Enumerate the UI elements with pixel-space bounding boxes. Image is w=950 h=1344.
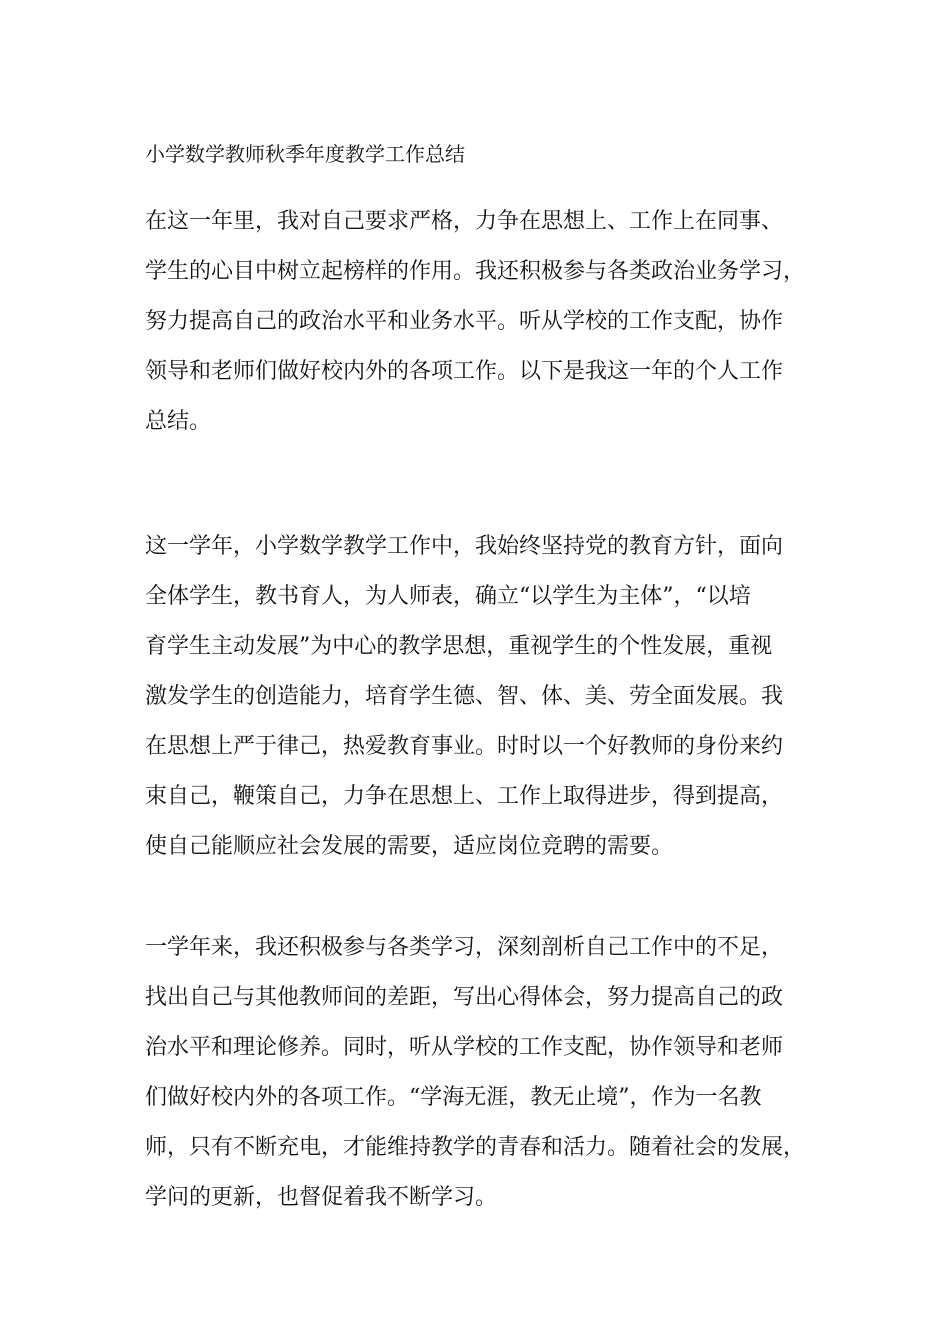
paragraph-line: 师，只有不断充电，才能维持教学的青春和活力。随着社会的发展， [145,1135,806,1160]
paragraph-line: 在思想上严于律己，热爱教育事业。时时以一个好教师的身份来约 [145,734,784,759]
paragraph-1 [145,197,835,447]
paragraph-line: 总结。 [145,409,212,434]
paragraph-line: 使自己能顺应社会发展的需要，适应岗位竞聘的需要。 [145,834,674,859]
paragraph-line: 一学年来，我还积极参与各类学习，深刻剖析自己工作中的不足， [145,935,784,960]
paragraph-line: 束自己，鞭策自己，力争在思想上、工作上取得进步，得到提高， [145,784,784,809]
paragraph-line: 领导和老师们做好校内外的各项工作。以下是我这一年的个人工作 [145,359,784,384]
paragraph-line: 学问的更新，也督促着我不断学习。 [145,1185,498,1210]
paragraph-line: 在这一年里，我对自己要求严格，力争在思想上、工作上在同事、 [145,209,784,234]
document-title: 小学数学教师秋季年度教学工作总结 [145,142,465,166]
paragraph-line: 学生的心目中树立起榜样的作用。我还积极参与各类政治业务学习， [145,259,806,284]
paragraph-line: 们做好校内外的各项工作。“学海无涯，教无止境”，作为一名教 [145,1085,762,1110]
paragraph-line: 激发学生的创造能力，培育学生德、智、体、美、劳全面发展。我 [145,684,784,709]
paragraph-line: 努力提高自己的政治水平和业务水平。听从学校的工作支配，协作 [145,309,784,334]
paragraph-line: 找出自己与其他教师间的差距，写出心得体会，努力提高自己的政 [145,985,784,1010]
paragraph-line: 育学生主动发展”为中心的教学思想，重视学生的个性发展，重视 [145,634,773,659]
paragraph-line: 治水平和理论修养。同时，听从学校的工作支配，协作领导和老师 [145,1035,784,1060]
paragraph-line: 全体学生，教书育人，为人师表，确立“以学生为主体”，“以培 [145,584,751,609]
paragraph-3 [145,923,835,1223]
paragraph-2 [145,522,835,872]
paragraph-line: 这一学年，小学数学教学工作中，我始终坚持党的教育方针，面向 [145,534,784,559]
